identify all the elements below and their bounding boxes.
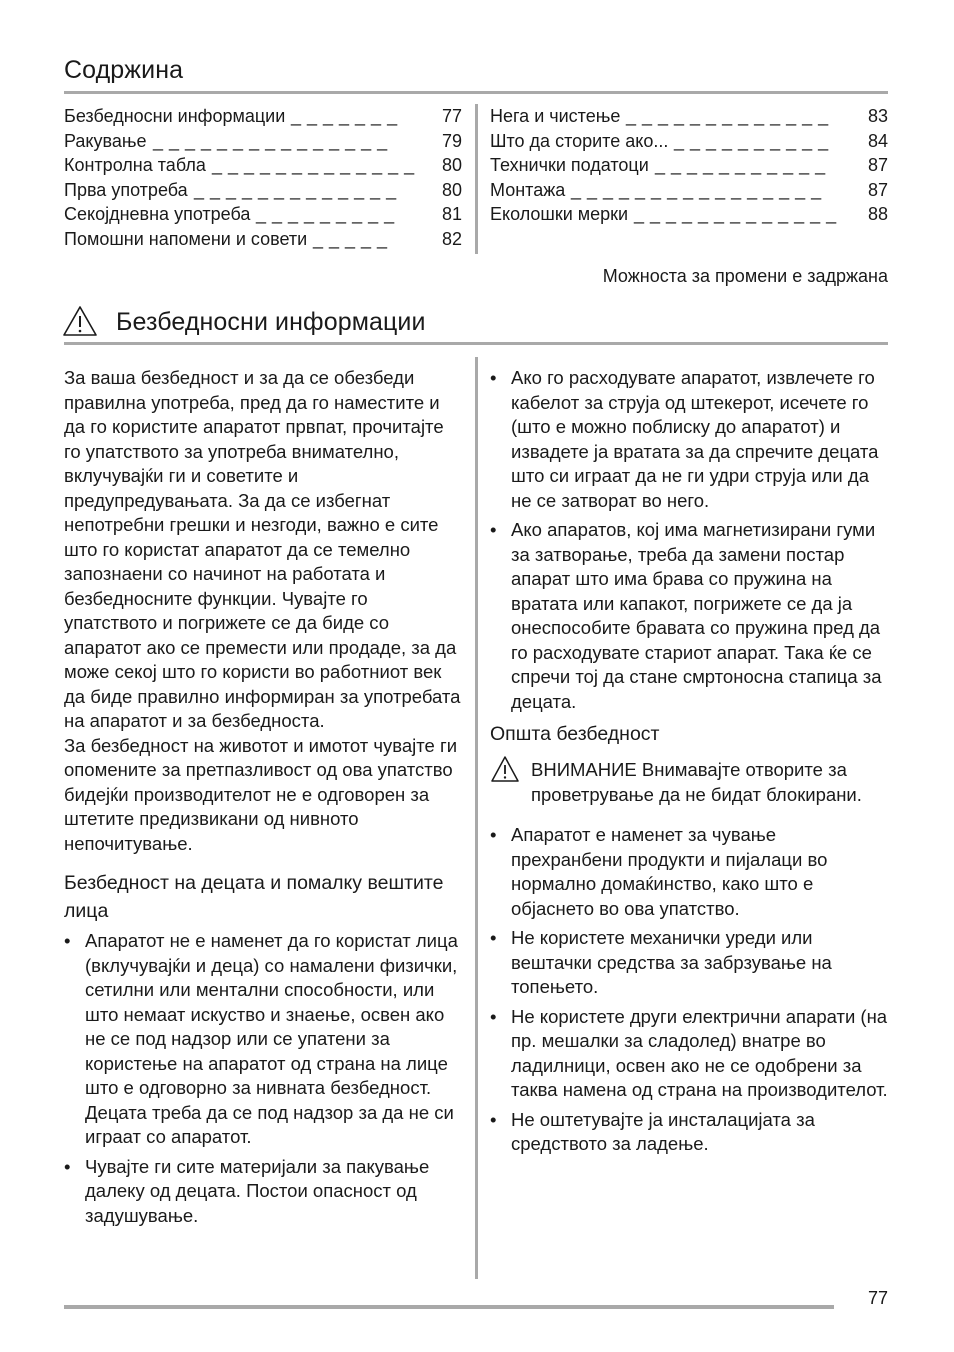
safety-title-rule bbox=[64, 342, 888, 345]
toc-entry-leader: _ _ _ _ _ _ _ _ _ _ _ _ _ bbox=[212, 155, 415, 175]
safety-section-title: Безбедносни информации bbox=[116, 308, 426, 336]
list-item-text: Чувајте ги сите материјали за пакување далеку од децата. Постои опасност од задушување. bbox=[85, 1155, 430, 1226]
disposal-safety-list bbox=[490, 366, 888, 714]
list-item-text: Апаратот е наменет за чување прехранбени продукти и пијалаци во нормално домаќинство, како што е објаснето во ова упатство. bbox=[511, 824, 828, 919]
toc-entry[interactable] bbox=[64, 153, 462, 177]
list-item: • Не користете други електрични апарати (на пр. мешалки за сладолед) внатре во ладилници, освен ако не се одобрени за таква намена од страна на производителот. bbox=[490, 1005, 888, 1100]
toc-entry-title: Прва употреба bbox=[64, 179, 188, 200]
toc-entry-title: Помошни напомени и совети bbox=[64, 228, 308, 249]
list-item: • Чувајте ги сите материјали за пакување далеку од децата. Постои опасност од задушување. bbox=[64, 1155, 430, 1226]
list-item-text: Не користете механички уреди или вештачки средства за забрзување на топењето. bbox=[511, 927, 832, 997]
warning-word: ВНИМАНИЕ bbox=[531, 759, 637, 780]
list-item-text: Ако го расходувате апаратот, извлечете го кабелот за струја од штекерот, исечете го (што е можно поблиску до апаратот) и извадете ја вратата за да спречите децата што си играат да не ги удри струја или да не се затворат во него. bbox=[511, 367, 879, 511]
list-item-text: Ако апаратов, кој има магнетизирани гуми за затворање, треба да замени постар апарат што има брава со пружина на вратата или капакот, погрижете се да ја онеспособите бравата со пружина пред да го расходувате стариот апарат. Така ќе се спречи тој да стане смртоносна стапица за децата. bbox=[511, 519, 882, 712]
toc-entry[interactable] bbox=[64, 227, 462, 251]
list-item-text: Апаратот не е наменет да го користат лица (вклучувајќи и деца) со намалени физички, сетилни или ментални способности, или што немаат искуство и знаење, освен ако не се под надзор или се упатени за користење на апаратот од страна на лице што е одговорно за нивната безбедност. Децата треба да се под надзор за да не си играат со апаратот. bbox=[85, 930, 458, 1147]
toc-entry-title: Секојдневна употреба bbox=[64, 204, 251, 224]
warning-triangle-icon bbox=[490, 755, 520, 790]
list-item: • Не користете механички уреди или вештачки средства за забрзување на топењето. bbox=[490, 927, 832, 997]
toc-entry-leader: _ _ _ _ _ _ _ _ _ _ _ _ _ _ _ bbox=[153, 130, 388, 151]
toc-entry[interactable] bbox=[64, 104, 462, 128]
toc-entry-title: Нега и чистење bbox=[490, 106, 621, 126]
toc-entry-leader: _ _ _ _ _ _ _ _ _ _ _ _ _ bbox=[634, 204, 837, 224]
toc-entry-title: Монтажа bbox=[490, 179, 566, 200]
toc-entry[interactable] bbox=[64, 178, 462, 202]
footer-rule bbox=[64, 1305, 834, 1309]
list-item: • Ако го расходувате апаратот, извлечете го кабелот за струја од штекерот, исечете го (што е можно поблиску до апаратот) и извадете ја вратата за да спречите децата што си играат да не ги удри струја или да не се затворат во него. bbox=[490, 367, 879, 511]
safety-intro-paragraph: За ваша безбедност и за да се обезбеди правилна употреба, пред да го наместите и да го користите апаратот првпат, прочитајте го упатството за употреба внимателно, вклучувајќи ги и советите и предупредувањата. За да се избегнат непотребни грешки и незгоди, важно е сите што го користат апаратот да се темелно запознаени со начинот на работата и безбедносните функции. Чувајте го упатството и погрижете се да биде со апаратот ако се премести или продаде, за да може секој што го користи во работниот век да биде правилно информиран за употребата на апаратот и за безбедноста. bbox=[64, 367, 461, 731]
general-safety-heading: Општа безбедност bbox=[490, 723, 660, 745]
safety-left-column bbox=[64, 366, 464, 1233]
general-safety-list bbox=[490, 823, 888, 1157]
list-item: • Апаратот е наменет за чување прехранбени продукти и пијалаци во нормално домаќинство, како што е објаснето во ова упатство. bbox=[490, 824, 828, 919]
toc-entry-page: 83 bbox=[867, 106, 888, 126]
toc-entry-page: 77 bbox=[441, 106, 462, 126]
toc-left-column bbox=[64, 104, 462, 254]
toc-entry-page: 81 bbox=[441, 204, 462, 224]
toc-entry-page: 82 bbox=[441, 228, 462, 249]
toc-entry[interactable] bbox=[64, 202, 462, 226]
warning-triangle-icon bbox=[62, 305, 98, 337]
toc-entry[interactable] bbox=[490, 153, 888, 177]
toc-right-column bbox=[490, 104, 888, 230]
toc-entry-page: 80 bbox=[441, 155, 462, 175]
toc-entry-title: Контролна табла bbox=[64, 155, 206, 175]
list-item: • Ако апаратов, кој има магнетизирани гуми за затворање, треба да замени постар апарат што има брава со пружина на вратата или капакот, погрижете се да ја онеспособите бравата со пружина пред да го расходувате стариот апарат. Така ќе се спречи тој да стане смртоносна стапица за децата. bbox=[490, 519, 882, 712]
toc-entry-leader: _ _ _ _ _ bbox=[313, 228, 388, 249]
toc-entry-title: Еколошки мерки bbox=[490, 204, 629, 224]
toc-entry-page: 80 bbox=[441, 179, 462, 200]
toc-entry-title: Технички податоци bbox=[490, 155, 649, 175]
changes-reserved-note: Можноста за промени е задржана bbox=[602, 266, 888, 286]
toc-entry[interactable] bbox=[490, 104, 888, 128]
contents-title-rule bbox=[64, 91, 888, 94]
list-item: • Не оштетувајте ја инсталацијата за средството за ладење. bbox=[490, 1108, 815, 1154]
body-column-divider bbox=[475, 357, 478, 1279]
children-safety-heading: Безбедност на децата и помалку вештите лица bbox=[64, 872, 444, 922]
toc-entry-leader: _ _ _ _ _ _ _ _ _ _ _ _ _ _ _ _ bbox=[571, 179, 822, 200]
toc-entry-title: Што да сторите ако... bbox=[490, 130, 669, 151]
toc-entry-leader: _ _ _ _ _ _ _ _ _ _ _ _ _ bbox=[626, 106, 829, 126]
safety-right-column bbox=[490, 366, 888, 1162]
toc-entry-page: 79 bbox=[441, 130, 462, 151]
toc-entry-leader: _ _ _ _ _ _ _ _ _ _ _ bbox=[655, 155, 826, 175]
toc-entry[interactable] bbox=[490, 202, 888, 226]
toc-entry-leader: _ _ _ _ _ _ _ _ _ _ bbox=[674, 130, 829, 151]
safety-intro-paragraph-2: За безбедност на животот и имотот чувајте ги опомените за претпазливост од ова упатство бидејќи производителот не е одговорен за штетите предизвикани од нивното непочитување. bbox=[64, 734, 458, 854]
list-item: • Апаратот не е наменет да го користат лица (вклучувајќи и деца) со намалени физички, сетилни или ментални способности, или што немаат искуство и знаење, освен ако не се под надзор или се упатени за користење на апаратот од страна на лице што е одговорно за нивната безбедност. Децата треба да се под надзор за да не си играат со апаратот. bbox=[64, 930, 458, 1147]
toc-entry-page: 87 bbox=[867, 155, 888, 175]
toc-column-divider bbox=[475, 104, 478, 254]
list-item-text: Не оштетувајте ја инсталацијата за средството за ладење. bbox=[511, 1108, 815, 1154]
toc-entry-page: 87 bbox=[867, 179, 888, 200]
list-item-text: Не користете други електрични апарати (на пр. мешалки за сладолед) внатре во ладилници, освен ако не се одобрени за таква намена од страна на производителот. bbox=[511, 1005, 888, 1100]
children-safety-list bbox=[64, 929, 464, 1228]
toc-entry-page: 88 bbox=[867, 204, 888, 224]
toc-entry-page: 84 bbox=[867, 130, 888, 151]
toc-entry-leader: _ _ _ _ _ _ _ _ _ bbox=[256, 204, 395, 224]
toc-entry[interactable] bbox=[490, 129, 888, 153]
contents-title: Содржина bbox=[64, 56, 184, 84]
toc-entry-title: Безбедносни информации bbox=[64, 106, 286, 126]
warning-text: Внимавајте отворите за проветрување да не бидат блокирани. bbox=[531, 759, 862, 805]
toc-entry[interactable] bbox=[64, 129, 462, 153]
toc-entry-title: Ракување bbox=[64, 130, 147, 151]
ventilation-warning bbox=[490, 758, 888, 807]
toc-entry-leader: _ _ _ _ _ _ _ bbox=[291, 106, 398, 126]
toc-entry[interactable] bbox=[490, 178, 888, 202]
toc-entry-leader: _ _ _ _ _ _ _ _ _ _ _ _ _ bbox=[194, 179, 397, 200]
page-number: 77 bbox=[867, 1288, 888, 1308]
